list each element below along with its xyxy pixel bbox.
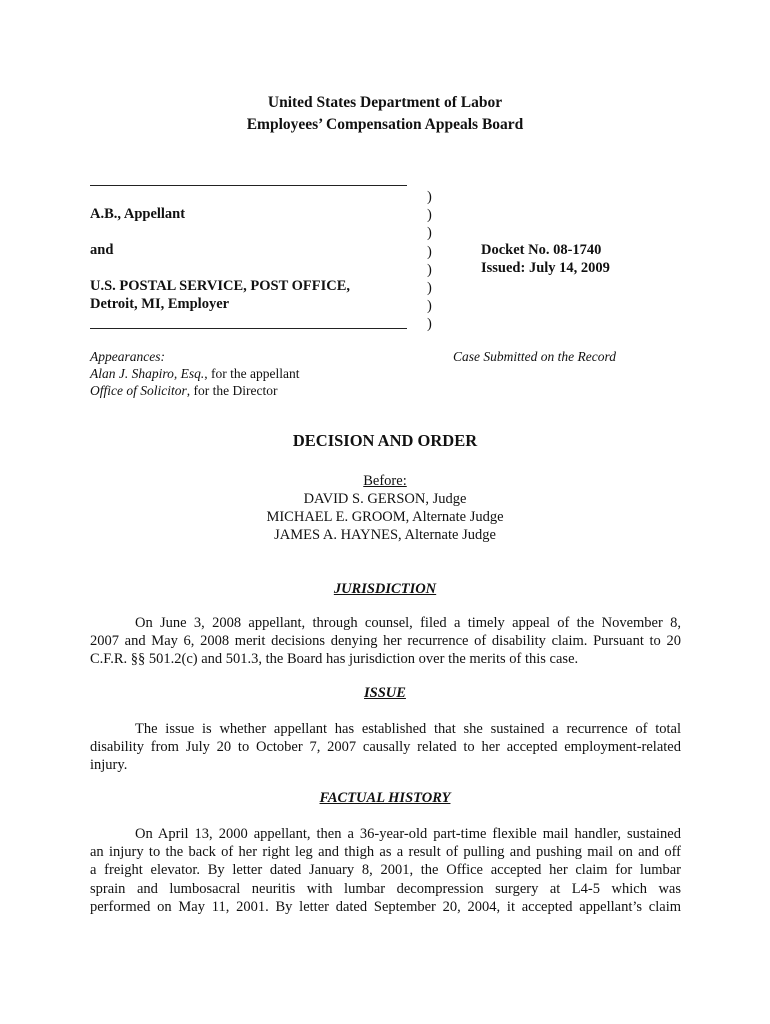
appearances-label: Appearances: [90,349,165,364]
appellant-name: A.B., Appellant [90,206,186,222]
appearance-director: Office of Solicitor, for the Director [90,383,278,398]
jurisdiction-heading: JURISDICTION [333,581,437,597]
employer-line-1: U.S. POSTAL SERVICE, POST OFFICE, [90,278,351,294]
judge-1: DAVID S. GERSON, Judge [303,491,467,507]
factual-history-paragraph: On April 13, 2000 appellant, then a 36-year-old part-time flexible mail handler, sustained an injury to the back of her right leg and thigh as a result of pulling and pushing mail on and off a freight elevator. By letter dated January 8, 2001, the Office accepted her claim for lumbar sprain and lumbosacral neuritis with lumbar decompression surgery at L4-5 which was performed on May 11, 2001. By letter dated September 20, 2004, it accepted appellant’s claim [90,826,681,915]
decision-title: DECISION AND ORDER [292,431,478,450]
case-submitted: Case Submitted on the Record [453,349,616,364]
issued-date: Issued: July 14, 2009 [481,260,610,276]
caption-and: and [90,242,114,258]
caption-parens: ) ) ) ) ) ) ) ) [427,189,432,333]
docket-number: Docket No. 08-1740 [481,242,602,258]
appearance-appellant: Alan J. Shapiro, Esq., for the appellant [90,366,300,381]
board-title: Employees’ Compensation Appeals Board [246,116,524,133]
before-label: Before: [363,473,407,489]
judge-2: MICHAEL E. GROOM, Alternate Judge [266,509,504,525]
issue-paragraph: The issue is whether appellant has established that she sustained a recurrence of total disability from July 20 to October 7, 2007 causally related to her accepted employment-related injury. [90,721,681,774]
factual-history-heading: FACTUAL HISTORY [319,790,451,806]
jurisdiction-paragraph: On June 3, 2008 appellant, through counsel, filed a timely appeal of the November 8, 2007 and May 6, 2008 merit decisions denying her recurrence of disability claim. Pursuant to 20 C.F.R. §§ 501.2(c) and 501.3, the Board has jurisdiction over the merits of this case. [90,615,681,668]
issue-heading: ISSUE [364,685,406,701]
employer-line-2: Detroit, MI, Employer [90,296,230,312]
judge-3: JAMES A. HAYNES, Alternate Judge [274,527,496,543]
caption-bottom-rule [90,328,407,329]
agency-title: United States Department of Labor [267,94,503,111]
caption-top-rule [90,185,407,186]
